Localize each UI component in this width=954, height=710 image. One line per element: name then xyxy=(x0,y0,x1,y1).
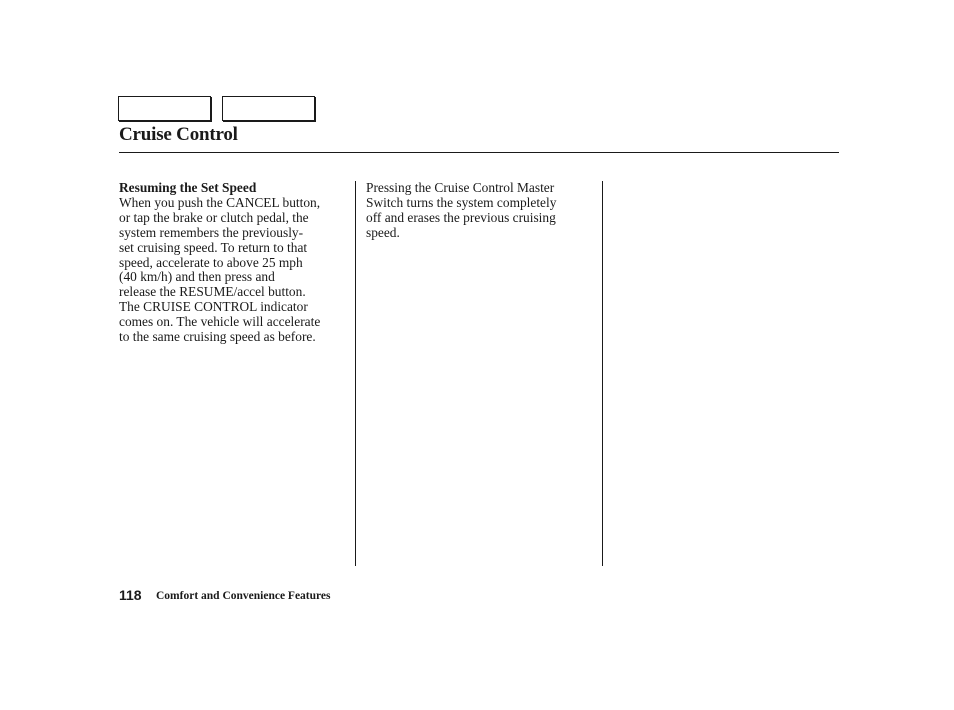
middle-column xyxy=(366,181,591,241)
body-line: speed, accelerate to above 25 mph xyxy=(119,254,303,270)
body-line: or tap the brake or clutch pedal, the xyxy=(119,209,309,225)
column-divider xyxy=(602,181,603,566)
nav-button-main-menu[interactable] xyxy=(118,96,211,121)
footer-section-name: Comfort and Convenience Features xyxy=(156,590,331,602)
body-line: to the same cruising speed as before. xyxy=(119,329,316,345)
title-rule xyxy=(119,152,839,153)
nav-button-section-index[interactable] xyxy=(222,96,315,121)
column-divider xyxy=(355,181,356,566)
body-line: off and erases the previous cruising xyxy=(366,209,556,225)
body-line: set cruising speed. To return to that xyxy=(119,239,308,255)
body-line: Pressing the Cruise Control Master xyxy=(366,180,555,195)
page-number: 118 xyxy=(119,587,142,603)
body-line: Switch turns the system completely xyxy=(366,194,557,210)
body-line: release the RESUME/accel button. xyxy=(119,284,306,300)
body-line: comes on. The vehicle will accelerate xyxy=(119,314,321,330)
body-line: The CRUISE CONTROL indicator xyxy=(119,299,308,315)
body-line: system remembers the previously- xyxy=(119,224,304,240)
body-line: (40 km/h) and then press and xyxy=(119,269,275,285)
section-heading: Resuming the Set Speed xyxy=(119,180,257,195)
left-column xyxy=(119,181,351,345)
page-title: Cruise Control xyxy=(119,124,238,145)
body-line: When you push the CANCEL button, xyxy=(119,194,321,210)
body-line: speed. xyxy=(366,224,400,240)
